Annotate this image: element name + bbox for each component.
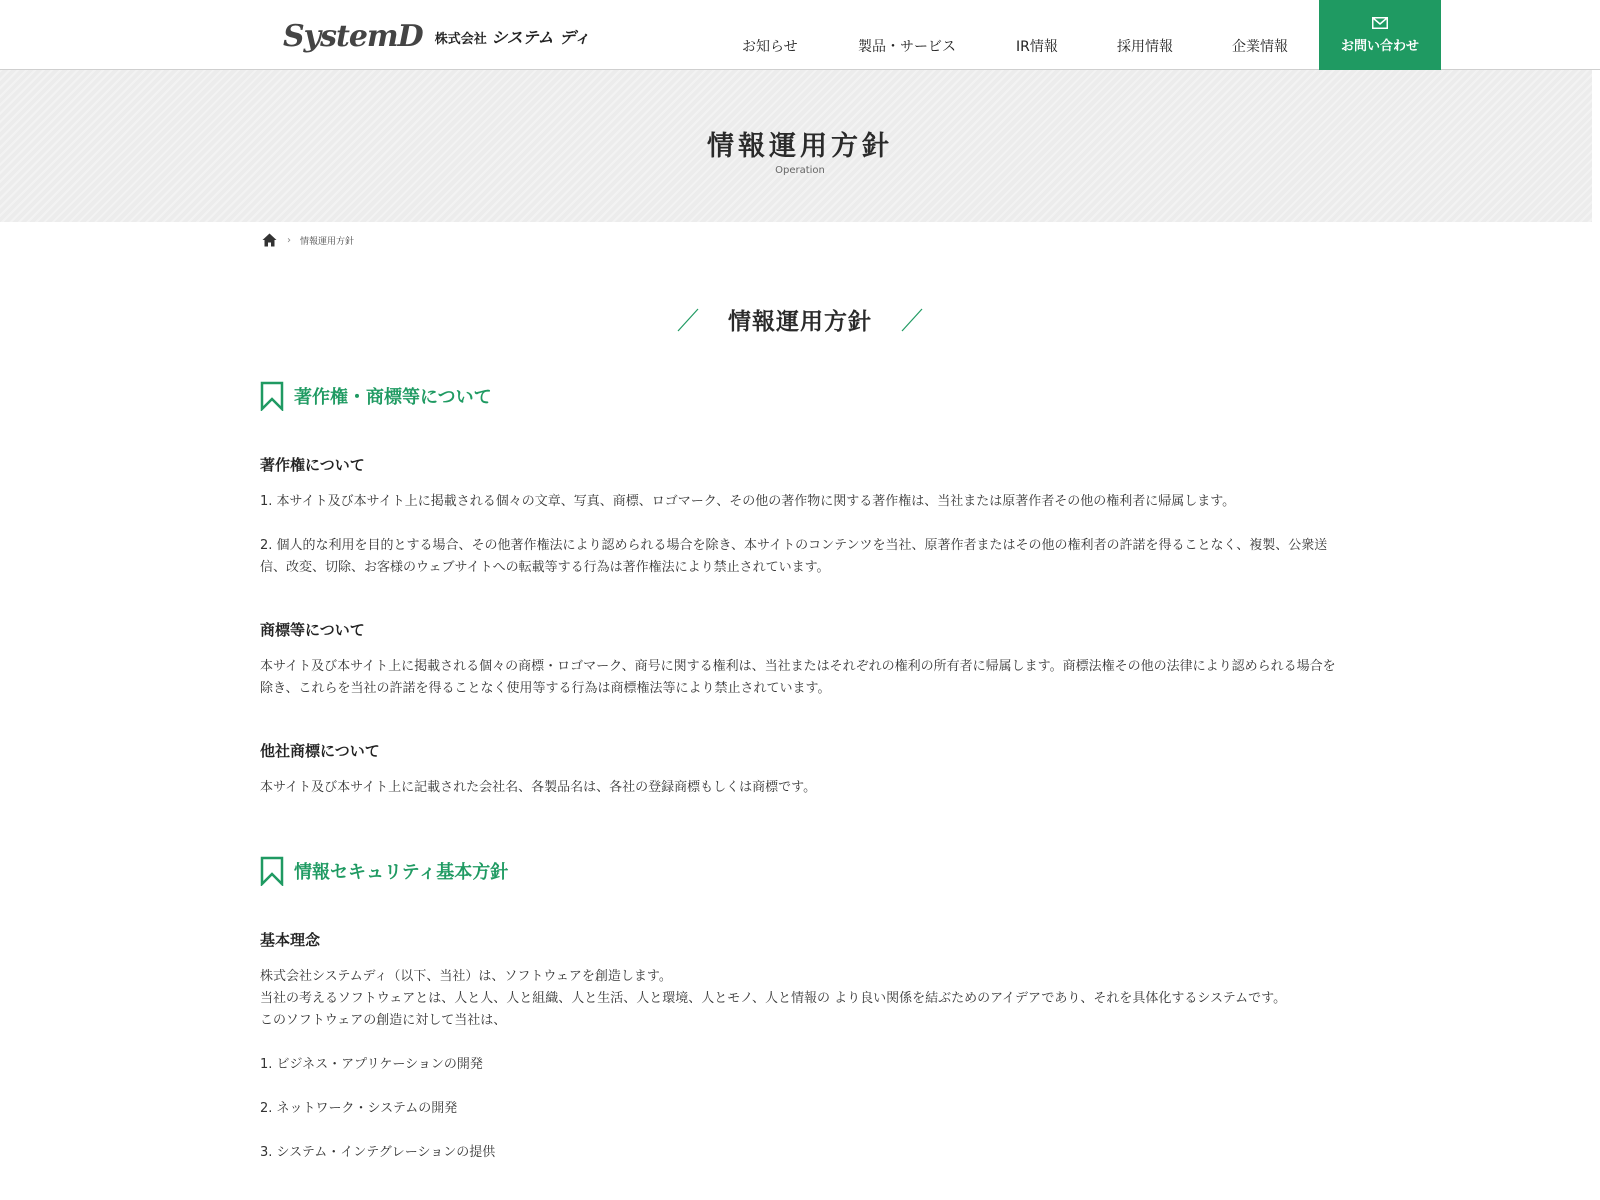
- nav-item-company[interactable]: 企業情報: [1232, 39, 1288, 55]
- paragraph: このソフトウェアの創造に対して当社は、: [260, 1013, 507, 1028]
- paragraph: 本サイト及び本サイト上に掲載される個々の商標・ロゴマーク、商号に関する権利は、当社またはそれぞれの権利の所有者に帰属します。商標法権その他の法律により認められる場合を除き、これらを当社の許諾を得ることなく使用等する行為は商標権法等により禁止されています。: [260, 659, 1336, 696]
- section-heading: [260, 380, 1340, 412]
- section-heading: [260, 855, 1340, 887]
- slash-decoration-icon: [900, 307, 924, 333]
- breadcrumb-current: 情報運用方針: [300, 236, 355, 247]
- nav-item-recruit[interactable]: 採用情報: [1117, 39, 1173, 55]
- nav-item-news[interactable]: お知らせ: [742, 39, 798, 55]
- paragraph: 1. 本サイト及び本サイト上に掲載される個々の文章、写真、商標、ロゴマーク、その他の著作物に関する著作権は、当社または原著作者その他の権利者に帰属します。: [260, 494, 1236, 509]
- breadcrumb-chevron-icon: ›: [287, 234, 291, 246]
- nav-item-ir[interactable]: IR情報: [1016, 39, 1058, 55]
- list-item: 3. システム・インテグレーションの提供: [260, 1145, 496, 1160]
- paragraph: 本サイト及び本サイト上に記載された会社名、各製品名は、各社の登録商標もしくは商標です。: [260, 780, 817, 795]
- company-logo[interactable]: [283, 14, 590, 58]
- site-header: [0, 0, 1600, 70]
- contact-button[interactable]: [1319, 0, 1441, 70]
- logo-wordmark: SystemD: [283, 18, 423, 54]
- logo-company-name: [435, 25, 590, 48]
- paragraph: 2. 個人的な利用を目的とする場合、その他著作権法により認められる場合を除き、本サイトのコンテンツを当社、原著作者またはその他の権利者の許諾を得ることなく、複製、公衆送信、改変、切除、お客様のウェブサイトへの転載等する行為は著作権法により禁止されています。: [260, 538, 1328, 575]
- subsection-heading: 他社商標について: [260, 742, 380, 760]
- subsection-heading: 商標等について: [260, 621, 365, 639]
- logo-company-kana: システム ディ: [491, 27, 590, 47]
- hero-subtitle: Operation: [775, 165, 825, 176]
- page-heading: [0, 303, 1600, 336]
- mail-icon: [1372, 17, 1388, 29]
- page-title: 情報運用方針: [728, 309, 872, 335]
- home-icon[interactable]: [262, 233, 277, 247]
- slash-decoration-icon: [676, 307, 700, 333]
- contact-button-label: お問い合わせ: [1340, 38, 1419, 54]
- section-title: 情報セキュリティ基本方針: [294, 862, 509, 883]
- paragraph: 株式会社システムディ（以下、当社）は、ソフトウェアを創造します。: [260, 969, 672, 984]
- paragraph: 当社の考えるソフトウェアとは、人と人、人と組織、人と生活、人と環境、人とモノ、人と情報の より良い関係を結ぶためのアイデアであり、それを具体化するシステムです。: [260, 991, 1287, 1006]
- bookmark-icon: [260, 381, 284, 411]
- list-item: 2. ネットワーク・システムの開発: [260, 1101, 458, 1116]
- bookmark-icon: [260, 856, 284, 886]
- list-item: 1. ビジネス・アプリケーションの開発: [260, 1057, 483, 1072]
- subsection-heading: 基本理念: [260, 931, 321, 949]
- nav-item-products[interactable]: 製品・サービス: [858, 39, 956, 55]
- main-content: [260, 380, 1340, 1164]
- logo-company-prefix: 株式会社: [434, 31, 487, 47]
- subsection-heading: 著作権について: [260, 456, 365, 474]
- hero-title: 情報運用方針: [707, 131, 893, 162]
- section-title: 著作権・商標等について: [294, 387, 492, 408]
- breadcrumb: [262, 232, 354, 248]
